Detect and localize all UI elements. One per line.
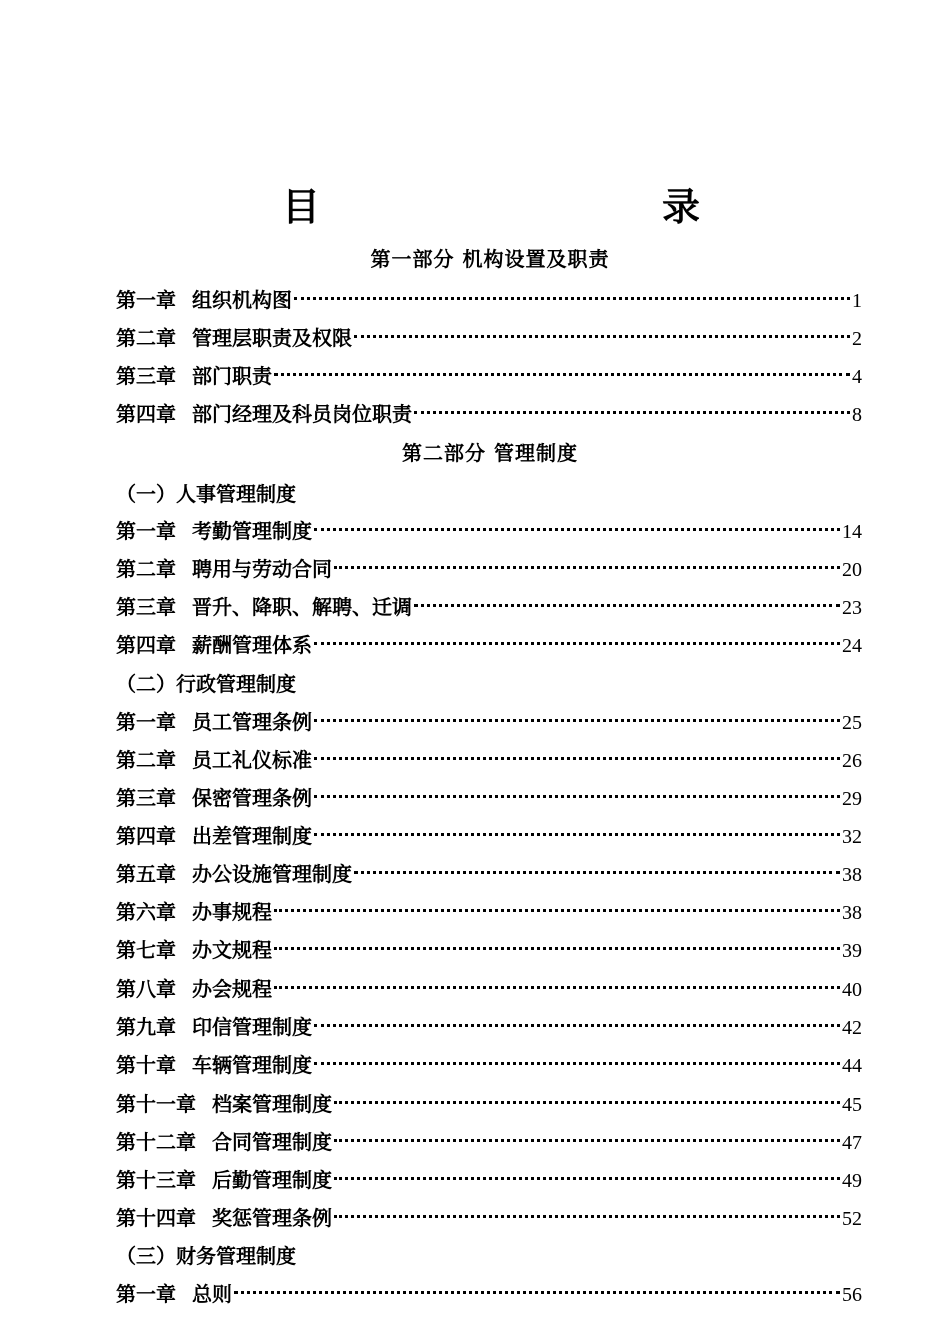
page-number: 32 (842, 826, 862, 848)
chapter-number: 第一章 (116, 519, 176, 543)
chapter-title: 后勤管理制度 (212, 1168, 332, 1192)
page-number: 23 (842, 597, 862, 619)
dot-leader (314, 1024, 840, 1027)
chapter-title: 组织机构图 (192, 288, 292, 312)
dot-leader (314, 833, 840, 836)
chapter-title: 晋升、降职、解聘、迁调 (192, 595, 412, 619)
dot-leader (314, 642, 840, 645)
dot-leader (274, 909, 840, 912)
page-number: 47 (842, 1132, 862, 1154)
chapter-number: 第四章 (116, 402, 176, 426)
chapter-number: 第七章 (116, 938, 176, 962)
section-heading: （三）财务管理制度 (116, 1244, 296, 1268)
page-number: 29 (842, 788, 862, 810)
page-number: 25 (842, 712, 862, 734)
page-number: 45 (842, 1094, 862, 1116)
page-number: 4 (852, 366, 862, 388)
toc-entry[interactable] (116, 630, 862, 660)
dot-leader (234, 1291, 840, 1294)
chapter-number: 第四章 (116, 824, 176, 848)
toc-entry[interactable] (116, 783, 862, 813)
page-number: 8 (852, 404, 862, 426)
dot-leader (354, 335, 850, 338)
chapter-title: 办公设施管理制度 (192, 862, 352, 886)
section-heading: （二）行政管理制度 (116, 672, 296, 696)
page-number: 49 (842, 1170, 862, 1192)
toc-entry[interactable] (116, 897, 862, 927)
page-number: 39 (842, 940, 862, 962)
part-heading: 第一部分 机构设置及职责 (370, 247, 610, 271)
chapter-title: 奖惩管理条例 (212, 1206, 332, 1230)
page-number: 38 (842, 902, 862, 924)
dot-leader (294, 297, 850, 300)
page-number: 52 (842, 1208, 862, 1230)
chapter-title: 管理层职责及权限 (192, 326, 352, 350)
chapter-title: 员工管理条例 (192, 710, 312, 734)
toc-entry[interactable] (116, 592, 862, 622)
chapter-number: 第三章 (116, 595, 176, 619)
chapter-number: 第九章 (116, 1015, 176, 1039)
dot-leader (314, 1062, 840, 1065)
page-number: 20 (842, 559, 862, 581)
chapter-number: 第十二章 (116, 1130, 196, 1154)
toc-entry[interactable] (116, 1127, 862, 1157)
dot-leader (414, 604, 840, 607)
toc-entry[interactable] (116, 935, 862, 965)
chapter-number: 第一章 (116, 710, 176, 734)
chapter-number: 第八章 (116, 977, 176, 1001)
chapter-title: 合同管理制度 (212, 1130, 332, 1154)
toc-entry[interactable] (116, 323, 862, 353)
chapter-title: 车辆管理制度 (192, 1053, 312, 1077)
page-number: 38 (842, 864, 862, 886)
page-number: 40 (842, 979, 862, 1001)
chapter-number: 第四章 (116, 633, 176, 657)
chapter-number: 第十章 (116, 1053, 176, 1077)
toc-entry[interactable] (116, 974, 862, 1004)
dot-leader (314, 719, 840, 722)
chapter-number: 第一章 (116, 288, 176, 312)
chapter-title: 考勤管理制度 (192, 519, 312, 543)
toc-entry[interactable] (116, 285, 862, 315)
toc-entry[interactable] (116, 707, 862, 737)
toc-title-char-1: 目 (282, 185, 321, 229)
dot-leader (314, 528, 840, 531)
chapter-title: 部门经理及科员岗位职责 (192, 402, 412, 426)
page-number: 1 (852, 290, 862, 312)
chapter-number: 第二章 (116, 557, 176, 581)
chapter-title: 总则 (192, 1282, 232, 1306)
chapter-title: 薪酬管理体系 (192, 633, 312, 657)
dot-leader (274, 947, 840, 950)
toc-entry[interactable] (116, 399, 862, 429)
chapter-number: 第十三章 (116, 1168, 196, 1192)
toc-entry[interactable] (116, 516, 862, 546)
chapter-number: 第三章 (116, 364, 176, 388)
dot-leader (334, 1101, 840, 1104)
part-heading: 第二部分 管理制度 (402, 441, 578, 465)
toc-entry[interactable] (116, 1089, 862, 1119)
page-number: 26 (842, 750, 862, 772)
chapter-title: 部门职责 (192, 364, 272, 388)
chapter-number: 第十四章 (116, 1206, 196, 1230)
chapter-title: 聘用与劳动合同 (192, 557, 332, 581)
dot-leader (334, 1177, 840, 1180)
chapter-title: 保密管理条例 (192, 786, 312, 810)
toc-entry[interactable] (116, 554, 862, 584)
chapter-number: 第三章 (116, 786, 176, 810)
section-heading: （一）人事管理制度 (116, 482, 296, 506)
toc-entry[interactable] (116, 1279, 862, 1309)
dot-leader (274, 986, 840, 989)
dot-leader (314, 757, 840, 760)
dot-leader (334, 566, 840, 569)
dot-leader (334, 1139, 840, 1142)
dot-leader (334, 1215, 840, 1218)
dot-leader (274, 373, 850, 376)
toc-title-char-2: 录 (662, 185, 701, 229)
chapter-number: 第二章 (116, 748, 176, 772)
chapter-number: 第十一章 (116, 1092, 196, 1116)
page-number: 24 (842, 635, 862, 657)
chapter-number: 第五章 (116, 862, 176, 886)
chapter-number: 第二章 (116, 326, 176, 350)
chapter-number: 第一章 (116, 1282, 176, 1306)
toc-entry[interactable] (116, 821, 862, 851)
toc-entry[interactable] (116, 1050, 862, 1080)
dot-leader (314, 795, 840, 798)
toc-entry[interactable] (116, 1165, 862, 1195)
chapter-number: 第六章 (116, 900, 176, 924)
chapter-title: 办会规程 (192, 977, 272, 1001)
dot-leader (354, 871, 840, 874)
toc-entry[interactable] (116, 859, 862, 889)
page-number: 14 (842, 521, 862, 543)
chapter-title: 办事规程 (192, 900, 272, 924)
page-number: 2 (852, 328, 862, 350)
chapter-title: 档案管理制度 (212, 1092, 332, 1116)
chapter-title: 出差管理制度 (192, 824, 312, 848)
toc-entry[interactable] (116, 1012, 862, 1042)
chapter-title: 印信管理制度 (192, 1015, 312, 1039)
page-number: 44 (842, 1055, 862, 1077)
page-number: 56 (842, 1284, 862, 1306)
toc-entry[interactable] (116, 361, 862, 391)
dot-leader (414, 411, 850, 414)
chapter-title: 办文规程 (192, 938, 272, 962)
toc-title (0, 176, 950, 236)
toc-entry[interactable] (116, 1203, 862, 1233)
toc-entry[interactable] (116, 745, 862, 775)
page-number: 42 (842, 1017, 862, 1039)
chapter-title: 员工礼仪标准 (192, 748, 312, 772)
